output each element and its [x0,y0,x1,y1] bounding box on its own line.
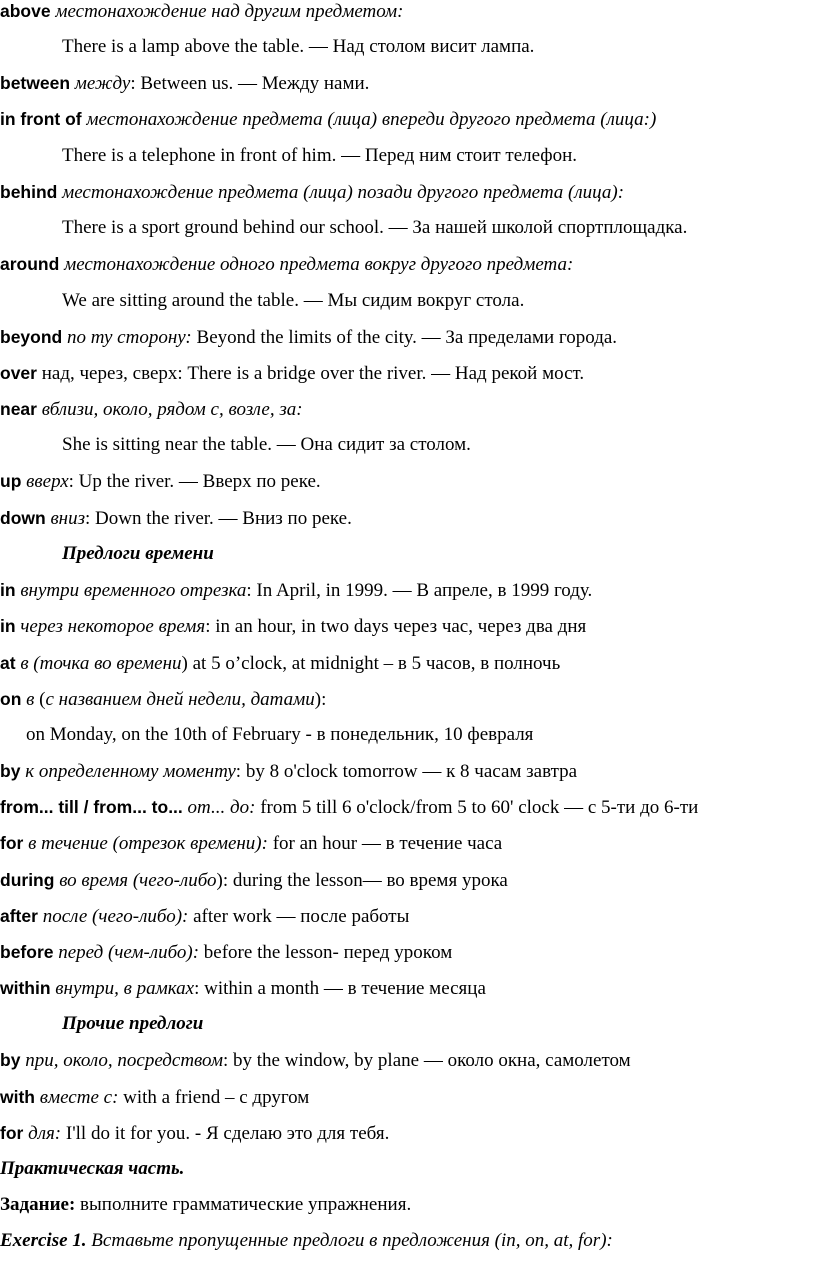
example-sentence: There is a sport ground behind our school. — За нашей школой спортплощадка. [62,217,688,238]
text-line [0,1158,816,1180]
example-text: Beyond the limits of the city. — За пределами города. [191,327,618,348]
task-label: Задание: [0,1194,76,1215]
preposition-term: near [0,399,37,419]
definition: с названием дней недели, датами [45,689,315,710]
text-line [0,253,816,275]
section-heading: Прочие предлоги [62,1013,204,1034]
example-text: : Up the river. — Вверх по реке. [68,471,321,492]
preposition-term: from... till / from... to... [0,797,183,817]
example-text: before the lesson- перед уроком [199,942,453,963]
preposition-term: before [0,942,54,962]
section-heading: Предлоги времени [62,543,214,564]
example-text: над, через, сверх: There is a bridge over the river. — Над рекой мост. [36,363,585,384]
preposition-term: within [0,978,51,998]
example-text: : within a month — в течение месяца [194,978,486,999]
text-line [0,760,816,782]
preposition-term: up [0,471,22,491]
example-sentence: There is a telephone in front of him. — Перед ним стоит телефон. [62,145,578,166]
text-line [0,832,816,854]
definition: Вставьте пропущенные предлоги в предложения (in, on, at, for): [86,1230,613,1251]
text-line [0,905,816,927]
text-line [0,1122,816,1144]
section-heading: Exercise 1. [0,1230,87,1251]
text-line [0,1230,816,1252]
text-line [0,217,816,239]
definition: в [26,689,35,710]
definition: к определенному моменту [25,761,236,782]
definition: перед (чем-либо): [58,942,200,963]
text-line [0,724,816,746]
section-heading: Практическая часть. [0,1158,185,1179]
example-text: with a friend – с другом [118,1087,310,1108]
example-text: : Between us. — Между нами. [130,73,370,94]
text-line [0,36,816,58]
example-text: : by 8 o'clock tomorrow — к 8 часам завтра [235,761,578,782]
definition: между [74,73,131,94]
example-text: : in an hour, in two days через час, через два дня [205,616,587,637]
preposition-term: over [0,363,37,383]
preposition-term: between [0,73,71,93]
preposition-term: beyond [0,327,63,347]
example-text: from 5 till 6 o'clock/from 5 to 60' clock — с 5-ти до 6-ти [255,797,699,818]
text-line [0,615,816,637]
text-line [0,579,816,601]
text-line [0,941,816,963]
example-text: : by the window, by plane — около окна, самолетом [222,1050,631,1071]
text-line [0,108,816,130]
definition: после (чего-либо): [42,906,189,927]
definition: местонахождение предмета (лица) впереди другого предмета (лица:) [86,109,657,130]
definition: вместе с: [39,1087,119,1108]
example-text: I'll do it for you. - Я сделаю это для тебя. [61,1123,390,1144]
text-line [0,1049,816,1071]
definition: при, около, посредством [25,1050,223,1071]
example-sentence: There is a lamp above the table. — Над столом висит лампа. [62,36,535,57]
preposition-term: around [0,254,60,274]
definition: вверх [26,471,69,492]
text-line [0,0,816,22]
preposition-term: with [0,1087,35,1107]
preposition-term: after [0,906,38,926]
definition: местонахождение над другим предметом: [55,1,404,22]
definition: через некоторое время [20,616,206,637]
example-text: ): during the lesson— во время урока [216,870,508,891]
text-line [0,688,816,710]
example-text: ): [314,689,327,710]
definition: внутри, в рамках [55,978,195,999]
text-line [0,652,816,674]
example-text: after work — после работы [188,906,410,927]
example-text: : In April, in 1999. — В апреле, в 1999 году. [246,580,593,601]
preposition-term: for [0,1123,24,1143]
text-line [0,507,816,529]
example-text: ) at 5 o’clock, at midnight – в 5 часов, в полночь [181,653,561,674]
definition: в течение (отрезок времени): [28,833,268,854]
preposition-term: in front of [0,109,82,129]
example-text: for an hour — в течение часа [267,833,503,854]
definition: местонахождение предмета (лица) позади другого предмета (лица): [62,182,625,203]
preposition-term: above [0,1,51,21]
text-line [0,977,816,999]
preposition-term: on [0,689,22,709]
definition: местонахождение одного предмета вокруг другого предмета: [64,254,574,275]
text-line [0,181,816,203]
preposition-term: by [0,1050,21,1070]
text-line [0,326,816,348]
definition: по ту сторону: [66,327,192,348]
text-line [0,1194,816,1216]
preposition-term: at [0,653,16,673]
example-sentence: on Monday, on the 10th of February - в понедельник, 10 февраля [26,724,534,745]
definition: внутри временного отрезка [20,580,247,601]
text-line [0,869,816,891]
preposition-term: in [0,580,16,600]
example-sentence: We are sitting around the table. — Мы сидим вокруг стола. [62,290,525,311]
preposition-term: by [0,761,21,781]
text-line [0,470,816,492]
example-text: выполните грамматические упражнения. [75,1194,412,1215]
definition: в (точка во времени [20,653,182,674]
text-line [0,72,816,94]
text-line [0,362,816,384]
preposition-term: in [0,616,16,636]
definition: от... до: [187,797,256,818]
preposition-term: behind [0,182,58,202]
definition: во время (чего-либо [59,870,217,891]
example-text: ( [34,689,46,710]
example-text: : Down the river. — Вниз по реке. [85,508,352,529]
text-line [0,290,816,312]
preposition-term: for [0,833,24,853]
preposition-term: during [0,870,55,890]
text-line [0,434,816,456]
example-sentence: She is sitting near the table. — Она сидит за столом. [62,434,471,455]
text-line [0,145,816,167]
text-line [0,1013,816,1035]
definition: вблизи, около, рядом с, возле, за: [41,399,303,420]
text-line [0,398,816,420]
text-line [0,543,816,565]
preposition-term: down [0,508,46,528]
text-line [0,1086,816,1108]
text-line [0,796,816,818]
definition: вниз [50,508,86,529]
definition: для: [28,1123,62,1144]
